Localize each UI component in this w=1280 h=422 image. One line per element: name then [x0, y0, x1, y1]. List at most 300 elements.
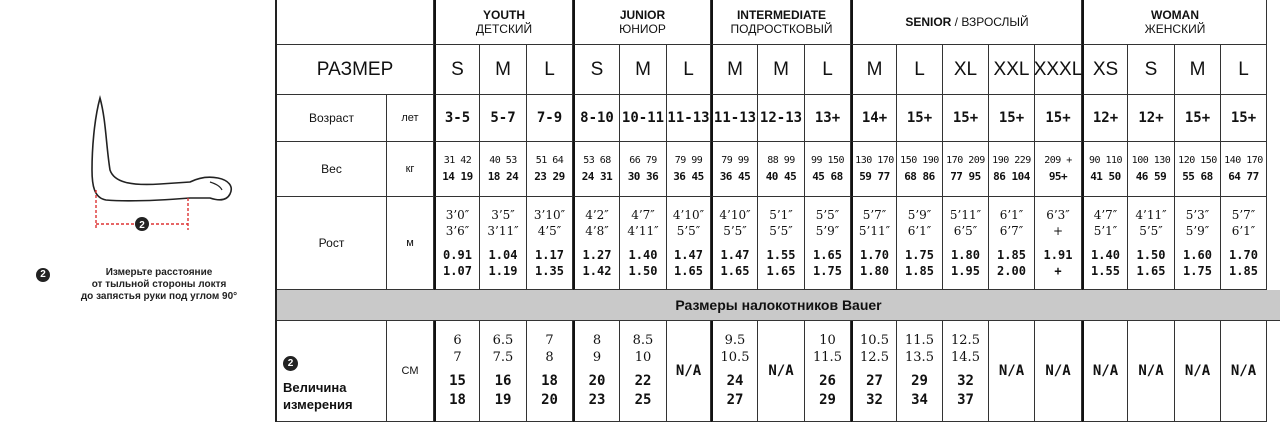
- age-value: 8-10: [580, 110, 614, 126]
- weight-lb: 150 190: [900, 155, 939, 166]
- pad-measure-2: 23: [588, 392, 606, 408]
- weight-lb: 209 +: [1044, 155, 1072, 166]
- height-cell: [1221, 197, 1267, 290]
- size-value: XXL: [993, 58, 1030, 80]
- size-value: L: [1238, 58, 1249, 80]
- height-m-min: 1.50: [1136, 248, 1166, 262]
- height-ft-max: 5’5″: [1139, 224, 1163, 238]
- pad-na: N/A: [1184, 363, 1211, 379]
- pad-na: N/A: [1230, 363, 1257, 379]
- height-m-min: 1.75: [905, 248, 934, 262]
- height-m-max: 1.85: [1229, 264, 1258, 278]
- weight-kg: 18 24: [487, 170, 519, 183]
- pad-size-cell: [1175, 321, 1221, 422]
- size-cell: [527, 45, 573, 95]
- height-m-max: 1.07: [443, 264, 472, 278]
- height-m-min: 0.91: [443, 248, 472, 262]
- size-cell: [805, 45, 851, 95]
- height-ft-min: 5’11″: [949, 208, 982, 222]
- pad-measure-1: 26: [819, 373, 836, 389]
- pad-measure-1: 29: [911, 373, 928, 389]
- height-cell: [897, 197, 943, 290]
- age-cell: [573, 95, 620, 142]
- pad-measure-2: 25: [634, 392, 652, 408]
- size-value: L: [544, 58, 555, 80]
- height-ft-min: 5’3″: [1185, 208, 1210, 222]
- age-cell: [1082, 95, 1128, 142]
- age-cell: [480, 95, 527, 142]
- age-cell: [943, 95, 989, 142]
- weight-lb: 51 64: [535, 155, 564, 166]
- pad-measure-2: 18: [449, 392, 466, 408]
- size-value: L: [914, 58, 925, 80]
- age-cell: [1221, 95, 1267, 142]
- group-header: [1082, 0, 1267, 45]
- height-cell: [989, 197, 1035, 290]
- pad-measure-1: 32: [957, 373, 974, 389]
- age-cell: [527, 95, 573, 142]
- height-ft-max: +: [1052, 224, 1064, 238]
- pad-size-2: 14.5: [951, 350, 980, 365]
- pad-size-cell: [1221, 321, 1267, 422]
- weight-kg: 41 50: [1090, 170, 1121, 183]
- height-ft-max: 5’5″: [769, 224, 793, 238]
- height-ft-min: 4’2″: [585, 208, 609, 222]
- size-value: M: [495, 58, 511, 80]
- height-m-min: 1.40: [1091, 248, 1120, 262]
- size-value: L: [683, 58, 694, 80]
- weight-cell: [1082, 142, 1128, 197]
- size-cell: [1035, 45, 1082, 95]
- size-row-label: РАЗМЕР: [277, 45, 434, 95]
- size-cell: [989, 45, 1035, 95]
- height-ft-max: 4’5″: [537, 224, 562, 238]
- measure-unit: СМ: [387, 321, 434, 422]
- weight-lb: 90 110: [1088, 155, 1123, 166]
- weight-lb: 100 130: [1131, 155, 1171, 166]
- age-value: 12+: [1138, 110, 1164, 126]
- weight-cell: [434, 142, 480, 197]
- group-name-ru: ЖЕНСКИЙ: [1144, 22, 1206, 36]
- height-m-max: 1.35: [535, 264, 564, 278]
- group-name-en: SENIOR: [905, 15, 952, 29]
- age-cell: [1175, 95, 1221, 142]
- height-cell: [851, 197, 897, 290]
- weight-lb: 99 150: [810, 155, 845, 166]
- age-value: 11-13: [667, 110, 710, 126]
- instruction-line-2: от тыльной стороны локтя: [91, 279, 227, 290]
- pad-measure-2: 37: [957, 392, 974, 408]
- header-corner: [277, 0, 434, 45]
- age-cell: [805, 95, 851, 142]
- pad-size-cell: [851, 321, 897, 422]
- weight-kg: 36 45: [719, 170, 751, 183]
- weight-cell: [943, 142, 989, 197]
- size-value: M: [635, 58, 651, 80]
- age-cell: [989, 95, 1035, 142]
- height-m-max: 1.19: [488, 264, 518, 278]
- size-value: S: [590, 58, 604, 80]
- height-cell: [573, 197, 620, 290]
- height-m-max: 1.85: [905, 264, 934, 278]
- size-value: M: [773, 58, 789, 80]
- height-m-max: 1.75: [1183, 264, 1212, 278]
- group-name-ru: / ВЗРОСЛЫЙ: [951, 15, 1029, 29]
- group-name-en: WOMAN: [1151, 8, 1199, 22]
- height-ft-min: 4’10″: [719, 208, 751, 222]
- size-cell: [851, 45, 897, 95]
- weight-cell: [1221, 142, 1267, 197]
- size-cell: [434, 45, 480, 95]
- weight-kg: 86 104: [993, 170, 1030, 183]
- weight-kg: 40 45: [765, 170, 797, 183]
- age-cell: [897, 95, 943, 142]
- weight-cell: [897, 142, 943, 197]
- weight-cell: [620, 142, 667, 197]
- pad-size-1: 8.5: [632, 333, 654, 348]
- pad-size-2: 12.5: [860, 350, 889, 365]
- weight-lb: 140 170: [1224, 155, 1263, 166]
- height-ft-min: 6’1″: [999, 208, 1024, 222]
- height-ft-max: 5’9″: [1185, 224, 1210, 238]
- pad-na: N/A: [1092, 363, 1119, 379]
- height-cell: [711, 197, 758, 290]
- pad-measure-2: 34: [911, 392, 928, 408]
- height-m-min: 1.47: [720, 248, 750, 262]
- size-value: M: [1189, 58, 1206, 80]
- pad-measure-2: 32: [866, 392, 883, 408]
- pad-size-2: 13.5: [905, 350, 934, 365]
- group-header: [851, 0, 1082, 45]
- height-cell: [620, 197, 667, 290]
- weight-kg: 14 19: [442, 170, 473, 183]
- size-cell: [573, 45, 620, 95]
- height-m-min: 1.60: [1183, 248, 1212, 262]
- age-label: Возраст: [277, 95, 387, 142]
- weight-label: Вес: [277, 142, 387, 197]
- pad-size-2: 7: [453, 350, 462, 365]
- height-cell: [758, 197, 805, 290]
- pad-measure-1: 24: [726, 373, 744, 389]
- age-cell: [667, 95, 711, 142]
- pad-size-cell: [711, 321, 758, 422]
- age-cell: [711, 95, 758, 142]
- pad-na: N/A: [675, 363, 702, 379]
- height-cell: [480, 197, 527, 290]
- height-m-min: 1.70: [860, 248, 889, 262]
- height-m-min: 1.40: [628, 248, 658, 262]
- height-ft-max: 6’1″: [1231, 224, 1256, 238]
- pad-size-1: 7: [545, 333, 554, 348]
- pad-measure-2: 19: [494, 392, 512, 408]
- height-m-min: 1.04: [488, 248, 518, 262]
- height-ft-min: 3’0″: [445, 208, 470, 222]
- height-ft-min: 3’10″: [533, 208, 566, 222]
- weight-cell: [1175, 142, 1221, 197]
- weight-kg: 55 68: [1182, 170, 1213, 183]
- pad-size-1: 10: [819, 333, 836, 348]
- weight-kg: 24 31: [581, 170, 613, 183]
- weight-lb: 130 170: [855, 155, 894, 166]
- pad-measure-2: 20: [541, 392, 558, 408]
- pad-size-1: 6.5: [492, 333, 514, 348]
- weight-lb: 40 53: [489, 155, 517, 166]
- height-m-min: 1.27: [582, 248, 612, 262]
- age-cell: [1035, 95, 1082, 142]
- pad-size-cell: [805, 321, 851, 422]
- age-value: 15+: [1184, 110, 1211, 126]
- height-ft-min: 6’3″: [1046, 208, 1070, 222]
- weight-lb: 88 99: [767, 155, 795, 166]
- weight-kg: 30 36: [627, 170, 659, 183]
- height-ft-max: 4’11″: [627, 224, 659, 238]
- weight-cell: [667, 142, 711, 197]
- height-ft-min: 4’7″: [1093, 208, 1118, 222]
- weight-kg: 59 77: [859, 170, 890, 183]
- age-unit: лет: [387, 95, 434, 142]
- instruction-line-1: Измерьте расстояние: [105, 267, 213, 278]
- age-value: 5-7: [490, 110, 516, 126]
- group-header: [434, 0, 573, 45]
- size-cell: [943, 45, 989, 95]
- pad-measure-2: 29: [819, 392, 836, 408]
- pad-size-1: 11.5: [905, 333, 934, 348]
- weight-cell: [711, 142, 758, 197]
- size-cell: [758, 45, 805, 95]
- weight-kg: 68 86: [904, 170, 935, 183]
- age-value: 11-13: [713, 110, 757, 126]
- group-header: [711, 0, 851, 45]
- weight-cell: [480, 142, 527, 197]
- height-cell: [1082, 197, 1128, 290]
- age-cell: [620, 95, 667, 142]
- weight-cell: [573, 142, 620, 197]
- pad-measure-1: 15: [449, 373, 466, 389]
- height-m-min: 1.47: [674, 248, 703, 262]
- weight-cell: [851, 142, 897, 197]
- svg-text:2: 2: [139, 220, 145, 231]
- pad-size-cell: [943, 321, 989, 422]
- step-badge: 2: [36, 268, 50, 282]
- pad-size-1: 8: [592, 333, 602, 348]
- size-cell: [1128, 45, 1175, 95]
- pad-na: N/A: [1045, 363, 1071, 379]
- age-value: 15+: [952, 110, 979, 126]
- age-value: 7-9: [536, 110, 563, 126]
- height-cell: [434, 197, 480, 290]
- height-ft-max: 3’6″: [445, 224, 470, 238]
- pad-size-1: 10.5: [860, 333, 889, 348]
- height-ft-min: 5’7″: [862, 208, 887, 222]
- pad-size-cell: [480, 321, 527, 422]
- pad-size-1: 9.5: [724, 333, 746, 348]
- pad-size-2: 7.5: [492, 350, 514, 365]
- height-m-max: 1.80: [860, 264, 889, 278]
- height-ft-min: 3’5″: [491, 208, 515, 222]
- pad-size-cell: [527, 321, 573, 422]
- height-ft-max: 5’5″: [723, 224, 747, 238]
- weight-lb: 31 42: [443, 155, 472, 166]
- pad-size-cell: [758, 321, 805, 422]
- measurement-instruction: [36, 267, 272, 303]
- age-cell: [851, 95, 897, 142]
- group-name-ru: ДЕТСКИЙ: [475, 22, 533, 36]
- height-cell: [1035, 197, 1082, 290]
- height-m-max: +: [1054, 264, 1062, 278]
- group-name-en: JUNIOR: [619, 8, 666, 22]
- weight-lb: 79 99: [721, 155, 749, 166]
- pad-measure-1: 20: [588, 373, 606, 389]
- pad-size-2: 11.5: [813, 350, 842, 365]
- weight-cell: [989, 142, 1035, 197]
- weight-lb: 66 79: [629, 155, 657, 166]
- pad-size-2: 8: [545, 350, 554, 365]
- arm-measurement-illustration: [70, 90, 240, 240]
- age-value: 12-13: [759, 110, 803, 126]
- age-value: 15+: [1230, 110, 1257, 126]
- height-ft-max: 3’11″: [487, 224, 519, 238]
- height-m-max: 2.00: [997, 264, 1026, 278]
- height-m-min: 1.85: [997, 248, 1026, 262]
- pad-size-1: 6: [453, 333, 462, 348]
- weight-kg: 64 77: [1228, 170, 1259, 183]
- pad-size-cell: [1035, 321, 1082, 422]
- weight-kg: 77 95: [950, 170, 981, 183]
- height-ft-max: 5’5″: [676, 224, 701, 238]
- size-cell: [1221, 45, 1267, 95]
- measure-label-line-2: измерения: [283, 397, 353, 412]
- height-m-max: 1.65: [720, 264, 750, 278]
- group-name-ru: ЮНИОР: [619, 22, 666, 36]
- height-m-max: 1.95: [951, 264, 980, 278]
- size-cell: [1175, 45, 1221, 95]
- weight-kg: 23 29: [534, 170, 565, 183]
- measure-label-line-1: Величина: [283, 380, 347, 395]
- height-cell: [667, 197, 711, 290]
- age-cell: [434, 95, 480, 142]
- pad-size-cell: [1128, 321, 1175, 422]
- height-m-max: 1.55: [1091, 264, 1120, 278]
- height-cell: [527, 197, 573, 290]
- weight-cell: [1035, 142, 1082, 197]
- size-cell: [480, 45, 527, 95]
- height-m-max: 1.65: [674, 264, 703, 278]
- size-cell: [620, 45, 667, 95]
- age-value: 12+: [1092, 110, 1119, 126]
- pad-size-1: 12.5: [951, 333, 980, 348]
- size-chart-table: [277, 0, 1280, 422]
- height-ft-max: 5’9″: [815, 224, 840, 238]
- height-ft-min: 5’5″: [815, 208, 840, 222]
- height-unit: м: [387, 197, 434, 290]
- height-ft-max: 5’1″: [1093, 224, 1118, 238]
- size-cell: [1082, 45, 1128, 95]
- size-value: S: [451, 58, 464, 80]
- pad-size-cell: [897, 321, 943, 422]
- pad-na: N/A: [768, 363, 794, 379]
- pad-size-cell: [667, 321, 711, 422]
- pad-size-2: 10.5: [720, 350, 750, 365]
- pad-measure-1: 22: [634, 373, 652, 389]
- height-ft-min: 5’1″: [769, 208, 793, 222]
- weight-kg: 95+: [1048, 170, 1068, 183]
- group-name-ru: ПОДРОСТКОВЫЙ: [730, 22, 833, 36]
- measure-label: [277, 321, 387, 422]
- height-m-min: 1.17: [535, 248, 564, 262]
- size-value: XL: [953, 58, 978, 80]
- weight-kg: 36 45: [673, 170, 704, 183]
- age-cell: [758, 95, 805, 142]
- size-cell: [667, 45, 711, 95]
- weight-lb: 79 99: [674, 155, 703, 166]
- height-ft-min: 5’7″: [1231, 208, 1256, 222]
- height-ft-min: 5’9″: [907, 208, 932, 222]
- height-m-max: 1.50: [628, 264, 658, 278]
- height-m-max: 1.65: [766, 264, 796, 278]
- height-m-max: 1.75: [813, 264, 842, 278]
- age-value: 10-11: [621, 110, 665, 126]
- size-value: M: [727, 58, 743, 80]
- age-value: 13+: [814, 110, 841, 126]
- pad-measure-2: 27: [726, 392, 744, 408]
- pad-measure-1: 18: [541, 373, 558, 389]
- pad-sizes-banner: Размеры налокотников Bauer: [277, 290, 1280, 321]
- height-m-max: 1.42: [582, 264, 612, 278]
- height-ft-max: 6’1″: [907, 224, 932, 238]
- weight-lb: 53 68: [583, 155, 611, 166]
- pad-size-cell: [989, 321, 1035, 422]
- height-ft-max: 6’5″: [953, 224, 978, 238]
- weight-unit: кг: [387, 142, 434, 197]
- size-cell: [711, 45, 758, 95]
- pad-size-2: 10: [634, 350, 652, 365]
- age-value: 3-5: [444, 110, 471, 126]
- weight-cell: [527, 142, 573, 197]
- weight-lb: 170 209: [946, 155, 985, 166]
- height-ft-max: 6’7″: [999, 224, 1024, 238]
- weight-cell: [1128, 142, 1175, 197]
- height-m-min: 1.80: [951, 248, 980, 262]
- pad-size-cell: [620, 321, 667, 422]
- weight-cell: [805, 142, 851, 197]
- age-value: 15+: [998, 110, 1025, 126]
- height-ft-max: 5’11″: [858, 224, 891, 238]
- pad-na: N/A: [998, 363, 1025, 379]
- measurement-info-panel: [0, 0, 277, 422]
- height-m-min: 1.70: [1229, 248, 1258, 262]
- instruction-line-3: до запястья руки под углом 90°: [80, 291, 238, 302]
- size-value: XXXL: [1033, 58, 1083, 80]
- size-value: M: [866, 58, 883, 80]
- age-value: 15+: [1045, 110, 1071, 126]
- height-m-min: 1.65: [813, 248, 842, 262]
- size-value: L: [822, 58, 833, 80]
- height-m-min: 1.91: [1043, 248, 1073, 262]
- size-cell: [897, 45, 943, 95]
- age-value: 15+: [906, 110, 933, 126]
- height-m-min: 1.55: [766, 248, 796, 262]
- height-cell: [1128, 197, 1175, 290]
- age-value: 14+: [861, 110, 888, 126]
- size-value: XS: [1092, 58, 1119, 80]
- pad-size-cell: [573, 321, 620, 422]
- pad-size-2: 9: [592, 350, 602, 365]
- weight-kg: 46 59: [1135, 170, 1167, 183]
- pad-measure-1: 27: [866, 373, 883, 389]
- size-value: S: [1144, 58, 1158, 80]
- age-cell: [1128, 95, 1175, 142]
- pad-size-cell: [1082, 321, 1128, 422]
